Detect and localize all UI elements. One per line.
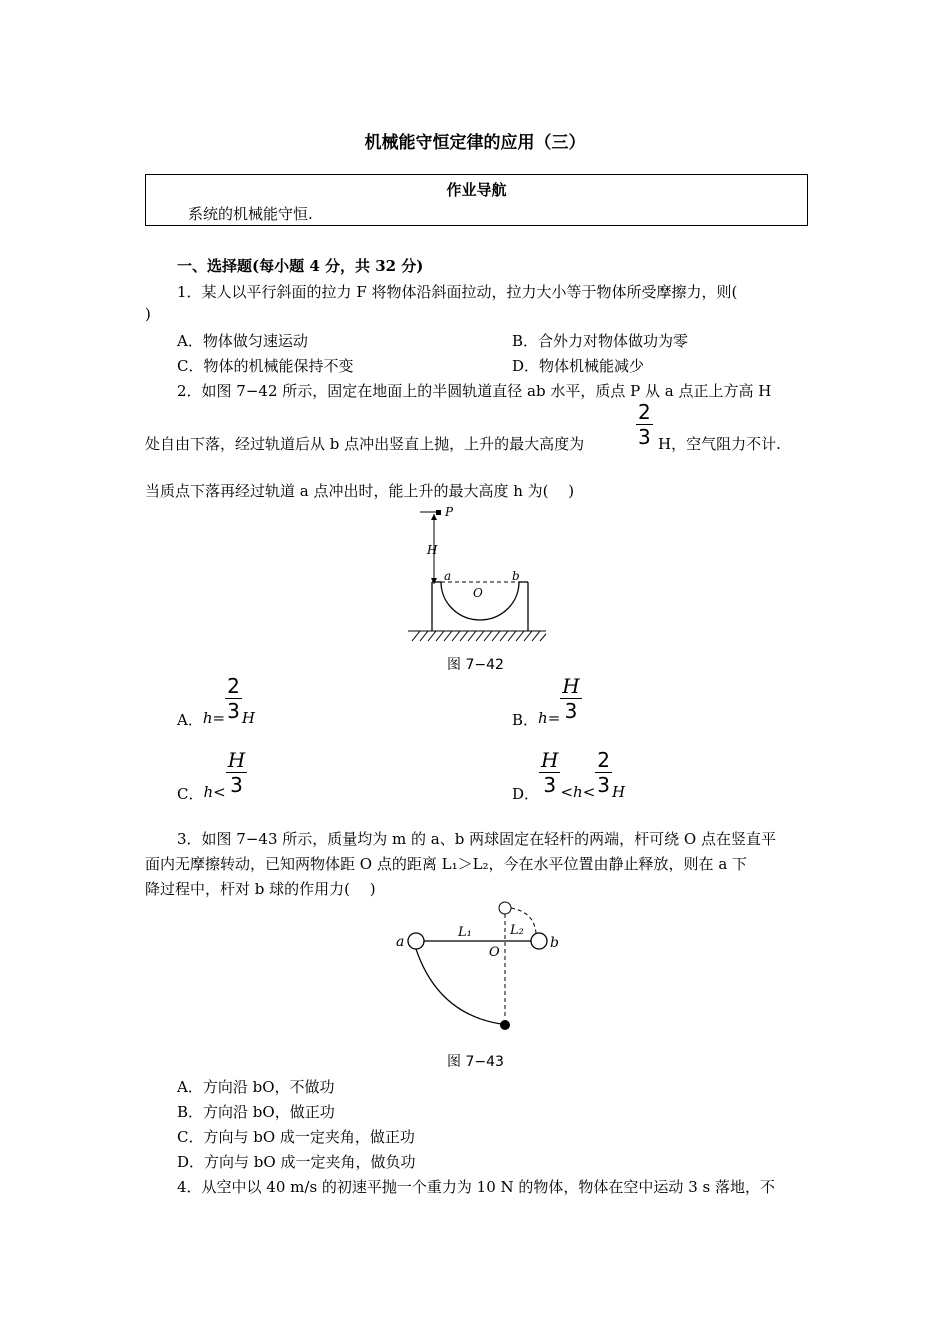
label-l1: L₁ [458,925,472,940]
fraction-denominator: 3 [230,773,243,797]
label-b: b [512,569,520,583]
figure-7-43 [388,896,568,1038]
fraction-denominator: 3 [564,699,578,723]
homework-guide-box [145,174,808,226]
label-h: H [427,543,438,557]
fraction-numerator: H [227,748,246,772]
fraction-denominator: 3 [543,773,557,797]
label-o: O [473,586,483,600]
fraction-denominator: 3 [638,425,651,449]
option-unit: H [241,709,255,727]
option-inequality: <h< [560,783,596,801]
figure-7-43-caption: 图 7−43 [447,1054,504,1070]
fraction-numerator: H [541,748,559,772]
q3-option-c: C．方向与 bO 成一定夹角，做正功 [177,1128,415,1146]
q2-option-b [512,676,582,730]
ground-hatching [408,631,546,641]
ball-a-final-position [500,1020,510,1030]
ball-b-final-position [499,902,511,914]
q1-option-d: D．物体机械能减少 [512,357,645,375]
q2-option-c [177,750,247,804]
label-p: P [445,505,454,519]
option-letter: D． [512,785,540,803]
q2-fraction [636,402,653,447]
figure-7-42 [400,500,550,650]
q2-stem-line1: 2．如图 7−42 所示，固定在地面上的半圆轨道直径 ab 水平，质点 P 从 a 点正上方高 H [177,382,772,400]
fraction-denominator: 3 [227,699,240,723]
q3-stem-line3: 降过程中，杆对 b 球的作用力( ) [145,880,376,898]
q1-option-b: B．合外力对物体做功为零 [512,332,689,350]
fraction-denominator: 3 [597,773,611,797]
ball-b [531,933,547,949]
q2-stem-line2b: H，空气阻力不计. [658,435,781,453]
q1-option-a: A．物体做匀速运动 [177,332,308,350]
label-o: O [489,945,500,960]
option-variable: h= [538,709,561,727]
figure-7-42-caption: 图 7−42 [447,657,504,673]
q2-stem-line3: 当质点下落再经过轨道 a 点冲出时，能上升的最大高度 h 为( ) [145,482,575,500]
option-unit: H [612,783,626,801]
q1-option-c: C．物体的机械能保持不变 [177,357,354,375]
q3-option-b: B．方向沿 bO，做正功 [177,1103,335,1121]
q3-stem-line2: 面内无摩擦转动，已知两物体距 O 点的距离 L₁＞L₂，今在水平位置由静止释放，则在 a 下 [145,855,748,873]
page-title: 机械能守恒定律的应用（三） [364,133,586,153]
fraction-numerator: 2 [638,400,651,424]
fraction-numerator: H [562,674,580,698]
label-a: a [444,569,452,583]
option-variable: h< [203,783,226,801]
q2-stem-line2a: 处自由下落，经过轨道后从 b 点冲出竖直上抛，上升的最大高度为 [145,435,585,453]
label-a: a [396,934,405,950]
ball-a [408,933,424,949]
particle-p [436,510,441,515]
q1-stem: 1．某人以平行斜面的拉力 F 将物体沿斜面拉动，拉力大小等于物体所受摩擦力，则( [177,283,738,301]
q3-stem-line1: 3．如图 7−43 所示，质量均为 m 的 a、b 两球固定在轻杆的两端，杆可绕 O 点在竖直平 [177,830,776,848]
option-letter: A． [177,711,203,729]
fraction-numerator: 2 [597,748,611,772]
guide-body: 系统的机械能守恒. [188,205,313,223]
fraction-numerator: 2 [227,674,240,698]
q4-stem-line1: 4．从空中以 40 m/s 的初速平抛一个重力为 10 N 的物体，物体在空中运动 3 s 落地，不 [177,1178,775,1196]
section-heading: 一、选择题(每小题 4 分，共 32 分) [177,257,424,275]
q3-option-a: A．方向沿 bO，不做功 [177,1078,335,1096]
q2-option-d [512,750,625,804]
label-l2: L₂ [510,923,524,938]
label-b: b [550,935,559,951]
option-variable: h= [202,709,226,727]
option-letter: B． [512,711,539,729]
ball-a-path [416,949,501,1024]
guide-heading: 作业导航 [446,181,507,199]
q3-option-d: D．方向与 bO 成一定夹角，做负功 [177,1153,416,1171]
q1-stem-end: ) [145,305,151,323]
option-letter: C． [177,785,204,803]
q2-option-a [177,676,255,730]
